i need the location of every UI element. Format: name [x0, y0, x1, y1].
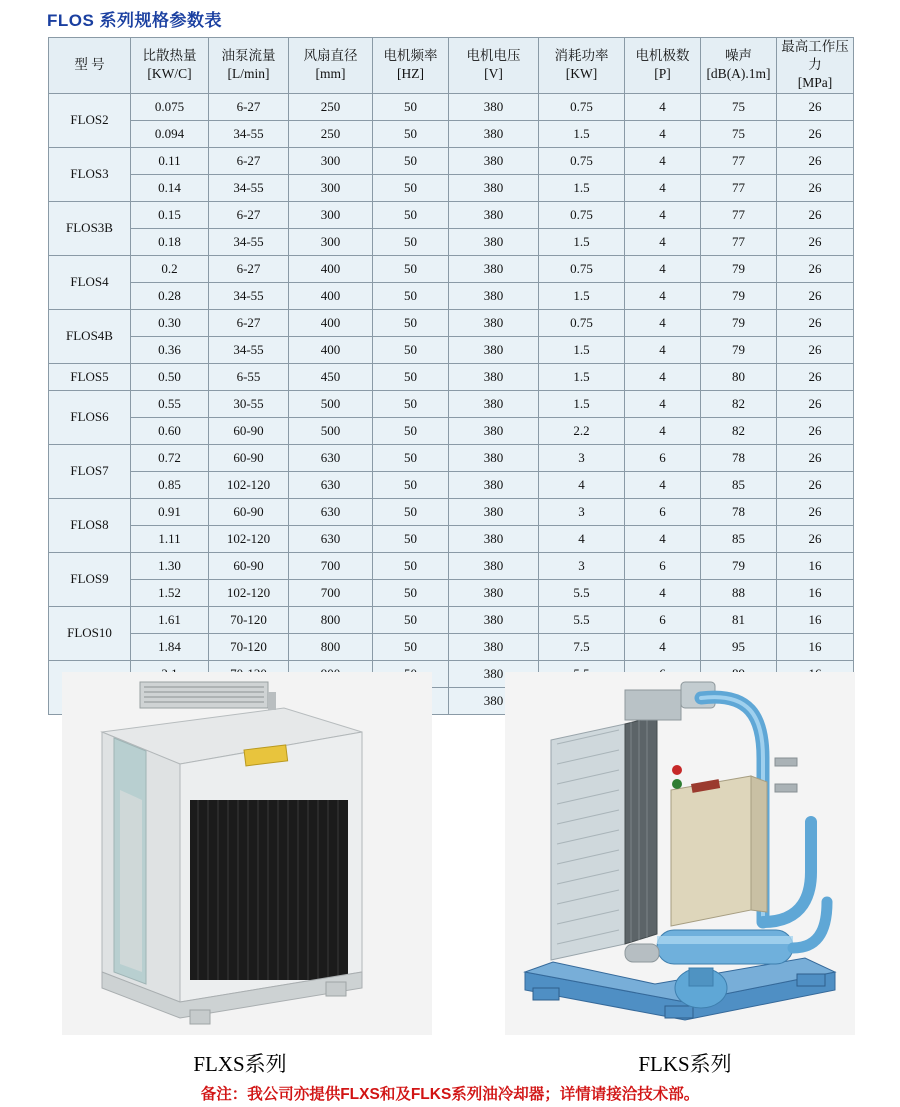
cell-model: FLOS3	[49, 147, 131, 201]
cell-fan-diameter: 450	[289, 363, 373, 390]
table-row	[49, 471, 854, 498]
cell-heat-dissipation: 1.61	[131, 606, 209, 633]
cell-noise: 82	[701, 417, 777, 444]
table-row	[49, 201, 854, 228]
cell-pump-flow: 70-120	[209, 606, 289, 633]
cell-max-pressure: 16	[777, 633, 854, 660]
cell-noise: 88	[701, 579, 777, 606]
column-header-noise: 噪声 [dB(A).1m]	[701, 38, 777, 94]
cell-fan-diameter: 250	[289, 120, 373, 147]
cell-motor-poles: 4	[625, 174, 701, 201]
cell-max-pressure: 26	[777, 174, 854, 201]
cell-power-consumption: 2.2	[539, 417, 625, 444]
cell-fan-diameter: 300	[289, 228, 373, 255]
cell-model: FLOS2	[49, 93, 131, 147]
cell-pump-flow: 34-55	[209, 282, 289, 309]
cell-power-consumption: 4	[539, 525, 625, 552]
cell-motor-frequency: 50	[373, 255, 449, 282]
cell-motor-frequency: 50	[373, 336, 449, 363]
cell-noise: 77	[701, 174, 777, 201]
cell-noise: 77	[701, 228, 777, 255]
cell-heat-dissipation: 1.30	[131, 552, 209, 579]
cell-motor-frequency: 50	[373, 201, 449, 228]
cell-motor-poles: 4	[625, 255, 701, 282]
column-header-pump-flow: 油泵流量 [L/min]	[209, 38, 289, 94]
cell-motor-voltage: 380	[449, 282, 539, 309]
cell-motor-poles: 4	[625, 93, 701, 120]
cell-motor-poles: 4	[625, 417, 701, 444]
table-row	[49, 147, 854, 174]
cell-motor-frequency: 50	[373, 552, 449, 579]
cell-motor-poles: 6	[625, 552, 701, 579]
cell-motor-voltage: 380	[449, 471, 539, 498]
cell-pump-flow: 6-27	[209, 201, 289, 228]
cell-noise: 75	[701, 93, 777, 120]
cell-pump-flow: 60-90	[209, 552, 289, 579]
photo-flks	[505, 672, 855, 1035]
table-row	[49, 606, 854, 633]
cell-max-pressure: 26	[777, 228, 854, 255]
cell-heat-dissipation: 0.50	[131, 363, 209, 390]
cell-pump-flow: 6-55	[209, 363, 289, 390]
cell-motor-poles: 6	[625, 606, 701, 633]
cell-motor-voltage: 380	[449, 255, 539, 282]
cell-fan-diameter: 400	[289, 336, 373, 363]
cell-pump-flow: 30-55	[209, 390, 289, 417]
cell-fan-diameter: 700	[289, 579, 373, 606]
cell-heat-dissipation: 0.14	[131, 174, 209, 201]
cell-noise: 80	[701, 363, 777, 390]
cell-motor-voltage: 380	[449, 174, 539, 201]
table-row	[49, 390, 854, 417]
cell-max-pressure: 26	[777, 282, 854, 309]
cell-power-consumption: 5.5	[539, 606, 625, 633]
cell-max-pressure: 16	[777, 606, 854, 633]
cell-pump-flow: 102-120	[209, 525, 289, 552]
page-title: FLOS 系列规格参数表	[47, 11, 223, 30]
cell-motor-frequency: 50	[373, 147, 449, 174]
cell-pump-flow: 34-55	[209, 120, 289, 147]
cell-pump-flow: 6-27	[209, 255, 289, 282]
cell-noise: 77	[701, 201, 777, 228]
cell-motor-poles: 4	[625, 336, 701, 363]
cell-heat-dissipation: 0.30	[131, 309, 209, 336]
cell-motor-poles: 6	[625, 498, 701, 525]
cell-motor-frequency: 50	[373, 471, 449, 498]
cell-motor-voltage: 380	[449, 390, 539, 417]
cell-model: FLOS9	[49, 552, 131, 606]
cell-fan-diameter: 800	[289, 606, 373, 633]
cell-fan-diameter: 300	[289, 174, 373, 201]
cell-max-pressure: 26	[777, 363, 854, 390]
cell-noise: 95	[701, 633, 777, 660]
cell-fan-diameter: 700	[289, 552, 373, 579]
cell-motor-poles: 6	[625, 444, 701, 471]
cell-motor-poles: 4	[625, 579, 701, 606]
cell-fan-diameter: 800	[289, 633, 373, 660]
cell-motor-poles: 4	[625, 633, 701, 660]
cell-heat-dissipation: 1.11	[131, 525, 209, 552]
cell-motor-poles: 4	[625, 309, 701, 336]
column-header-motor-voltage: 电机电压 [V]	[449, 38, 539, 94]
cell-power-consumption: 3	[539, 444, 625, 471]
cell-noise: 77	[701, 147, 777, 174]
cell-motor-frequency: 50	[373, 417, 449, 444]
cell-pump-flow: 6-27	[209, 93, 289, 120]
cell-noise: 81	[701, 606, 777, 633]
cell-motor-voltage: 380	[449, 120, 539, 147]
cell-model: FLOS10	[49, 606, 131, 660]
cell-pump-flow: 6-27	[209, 147, 289, 174]
cell-motor-poles: 4	[625, 390, 701, 417]
cell-motor-frequency: 50	[373, 498, 449, 525]
cell-noise: 75	[701, 120, 777, 147]
cell-fan-diameter: 630	[289, 444, 373, 471]
cell-heat-dissipation: 0.72	[131, 444, 209, 471]
spec-table-container	[48, 37, 853, 715]
cell-motor-voltage: 380	[449, 633, 539, 660]
table-row	[49, 363, 854, 390]
cell-motor-voltage: 380	[449, 201, 539, 228]
table-row	[49, 93, 854, 120]
cell-max-pressure: 26	[777, 201, 854, 228]
column-header-model: 型 号	[49, 38, 131, 94]
cell-power-consumption: 7.5	[539, 633, 625, 660]
cell-power-consumption: 1.5	[539, 174, 625, 201]
cell-motor-frequency: 50	[373, 444, 449, 471]
spec-table-body	[49, 93, 854, 714]
cell-heat-dissipation: 0.28	[131, 282, 209, 309]
cell-fan-diameter: 630	[289, 471, 373, 498]
cell-motor-frequency: 50	[373, 93, 449, 120]
cell-motor-frequency: 50	[373, 120, 449, 147]
cell-max-pressure: 26	[777, 147, 854, 174]
cell-motor-poles: 4	[625, 147, 701, 174]
cell-motor-voltage: 380	[449, 579, 539, 606]
table-row	[49, 525, 854, 552]
column-header-motor-poles: 电机极数 [P]	[625, 38, 701, 94]
cell-fan-diameter: 250	[289, 93, 373, 120]
cell-noise: 85	[701, 525, 777, 552]
cell-fan-diameter: 300	[289, 201, 373, 228]
cell-model: FLOS4	[49, 255, 131, 309]
cell-power-consumption: 3	[539, 552, 625, 579]
cell-max-pressure: 26	[777, 417, 854, 444]
cell-motor-voltage: 380	[449, 363, 539, 390]
caption-flxs: FLXS系列	[193, 1052, 287, 1076]
cell-pump-flow: 60-90	[209, 498, 289, 525]
cell-max-pressure: 26	[777, 255, 854, 282]
cell-motor-frequency: 50	[373, 579, 449, 606]
cell-noise: 85	[701, 471, 777, 498]
cell-motor-voltage: 380	[449, 444, 539, 471]
cell-pump-flow: 70-120	[209, 633, 289, 660]
cell-power-consumption: 1.5	[539, 363, 625, 390]
cell-heat-dissipation: 1.84	[131, 633, 209, 660]
cell-motor-poles: 4	[625, 201, 701, 228]
footnote: 备注：我公司亦提供FLXS和及FLKS系列油冷却器；详情请接洽技术部。	[200, 1086, 700, 1103]
cell-fan-diameter: 400	[289, 255, 373, 282]
cell-model: FLOS7	[49, 444, 131, 498]
column-header-power-consumption: 消耗功率 [KW]	[539, 38, 625, 94]
product-photos	[0, 672, 900, 1052]
cell-model: FLOS4B	[49, 309, 131, 363]
cell-pump-flow: 102-120	[209, 579, 289, 606]
cell-power-consumption: 0.75	[539, 309, 625, 336]
cell-fan-diameter: 500	[289, 417, 373, 444]
cell-power-consumption: 0.75	[539, 93, 625, 120]
cell-motor-frequency: 50	[373, 633, 449, 660]
cell-model: FLOS5	[49, 363, 131, 390]
cell-max-pressure: 26	[777, 471, 854, 498]
cell-pump-flow: 60-90	[209, 444, 289, 471]
column-header-heat-dissipation: 比散热量 [KW/C]	[131, 38, 209, 94]
cell-max-pressure: 26	[777, 93, 854, 120]
table-row	[49, 579, 854, 606]
cell-max-pressure: 26	[777, 444, 854, 471]
cell-motor-voltage: 380	[449, 552, 539, 579]
cell-max-pressure: 26	[777, 390, 854, 417]
cell-motor-voltage: 380	[449, 147, 539, 174]
cell-heat-dissipation: 1.52	[131, 579, 209, 606]
cell-heat-dissipation: 0.18	[131, 228, 209, 255]
cell-heat-dissipation: 0.55	[131, 390, 209, 417]
cell-fan-diameter: 500	[289, 390, 373, 417]
cell-motor-frequency: 50	[373, 228, 449, 255]
cell-pump-flow: 60-90	[209, 417, 289, 444]
cell-power-consumption: 1.5	[539, 120, 625, 147]
cell-power-consumption: 1.5	[539, 282, 625, 309]
cell-power-consumption: 4	[539, 471, 625, 498]
cell-motor-voltage: 380	[449, 525, 539, 552]
cell-max-pressure: 26	[777, 309, 854, 336]
cell-heat-dissipation: 0.094	[131, 120, 209, 147]
cell-motor-frequency: 50	[373, 363, 449, 390]
table-row	[49, 444, 854, 471]
cell-fan-diameter: 630	[289, 498, 373, 525]
cell-motor-voltage: 380	[449, 336, 539, 363]
cell-motor-frequency: 50	[373, 174, 449, 201]
cell-fan-diameter: 400	[289, 309, 373, 336]
cell-max-pressure: 26	[777, 498, 854, 525]
caption-flks: FLKS系列	[638, 1052, 732, 1076]
cell-max-pressure: 26	[777, 120, 854, 147]
cell-motor-voltage: 380	[449, 606, 539, 633]
cell-heat-dissipation: 0.2	[131, 255, 209, 282]
cell-motor-voltage: 380	[449, 309, 539, 336]
cell-heat-dissipation: 0.91	[131, 498, 209, 525]
cell-heat-dissipation: 0.075	[131, 93, 209, 120]
cell-motor-voltage: 380	[449, 228, 539, 255]
cell-max-pressure: 26	[777, 336, 854, 363]
cell-max-pressure: 26	[777, 525, 854, 552]
cell-heat-dissipation: 0.85	[131, 471, 209, 498]
table-row	[49, 255, 854, 282]
cell-power-consumption: 1.5	[539, 390, 625, 417]
table-row	[49, 633, 854, 660]
cell-fan-diameter: 300	[289, 147, 373, 174]
table-row	[49, 417, 854, 444]
cell-motor-poles: 4	[625, 282, 701, 309]
cell-max-pressure: 16	[777, 579, 854, 606]
cell-fan-diameter: 630	[289, 525, 373, 552]
cell-max-pressure: 16	[777, 552, 854, 579]
cell-motor-frequency: 50	[373, 525, 449, 552]
cell-motor-voltage: 380	[449, 498, 539, 525]
cell-heat-dissipation: 0.15	[131, 201, 209, 228]
cell-noise: 79	[701, 309, 777, 336]
column-header-motor-frequency: 电机频率 [HZ]	[373, 38, 449, 94]
cell-noise: 79	[701, 282, 777, 309]
cell-motor-voltage: 380	[449, 417, 539, 444]
table-row	[49, 228, 854, 255]
table-row	[49, 174, 854, 201]
cell-model: FLOS6	[49, 390, 131, 444]
cell-power-consumption: 0.75	[539, 255, 625, 282]
cell-motor-voltage: 380	[449, 687, 539, 714]
cell-motor-voltage: 380	[449, 660, 539, 687]
cell-motor-poles: 4	[625, 120, 701, 147]
cell-model: FLOS3B	[49, 201, 131, 255]
table-header-row	[49, 38, 854, 94]
cell-motor-poles: 4	[625, 228, 701, 255]
table-row	[49, 552, 854, 579]
cell-pump-flow: 34-55	[209, 228, 289, 255]
cell-noise: 82	[701, 390, 777, 417]
cell-noise: 79	[701, 255, 777, 282]
photo-flxs	[62, 672, 432, 1035]
cell-motor-frequency: 50	[373, 606, 449, 633]
cell-fan-diameter: 400	[289, 282, 373, 309]
table-row	[49, 120, 854, 147]
cell-motor-frequency: 50	[373, 282, 449, 309]
column-header-fan-diameter: 风扇直径 [mm]	[289, 38, 373, 94]
cell-power-consumption: 5.5	[539, 579, 625, 606]
cell-heat-dissipation: 0.36	[131, 336, 209, 363]
cell-motor-poles: 4	[625, 471, 701, 498]
cell-motor-poles: 4	[625, 363, 701, 390]
cell-motor-frequency: 50	[373, 390, 449, 417]
cell-noise: 78	[701, 498, 777, 525]
cell-power-consumption: 0.75	[539, 147, 625, 174]
cell-motor-frequency: 50	[373, 309, 449, 336]
column-header-max-pressure: 最高工作压力 [MPa]	[777, 38, 854, 94]
spec-table	[48, 37, 854, 715]
table-row	[49, 309, 854, 336]
cell-pump-flow: 102-120	[209, 471, 289, 498]
cell-power-consumption: 3	[539, 498, 625, 525]
cell-noise: 79	[701, 336, 777, 363]
cell-power-consumption: 0.75	[539, 201, 625, 228]
cell-model: FLOS8	[49, 498, 131, 552]
table-row	[49, 336, 854, 363]
cell-noise: 78	[701, 444, 777, 471]
cell-power-consumption: 1.5	[539, 228, 625, 255]
cell-noise: 79	[701, 552, 777, 579]
cell-power-consumption: 1.5	[539, 336, 625, 363]
cell-motor-voltage: 380	[449, 93, 539, 120]
cell-heat-dissipation: 0.11	[131, 147, 209, 174]
cell-motor-poles: 4	[625, 525, 701, 552]
table-row	[49, 282, 854, 309]
cell-pump-flow: 34-55	[209, 336, 289, 363]
cell-heat-dissipation: 0.60	[131, 417, 209, 444]
cell-pump-flow: 6-27	[209, 309, 289, 336]
cell-pump-flow: 34-55	[209, 174, 289, 201]
table-row	[49, 498, 854, 525]
